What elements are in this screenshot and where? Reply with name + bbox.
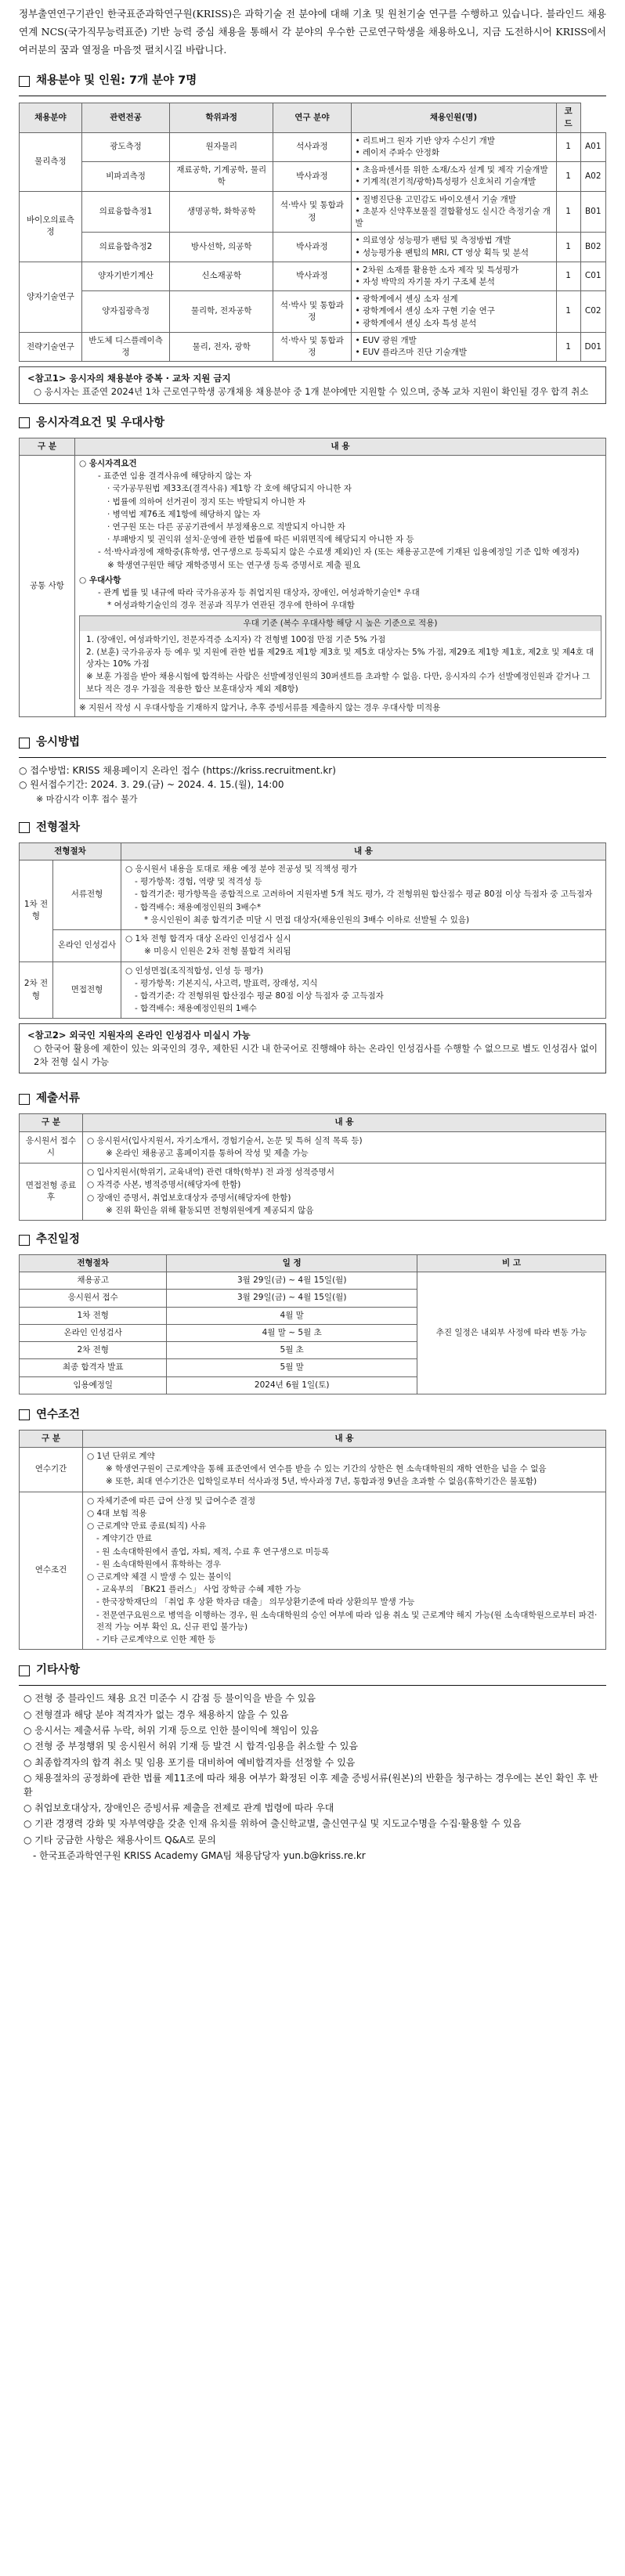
degree-cell: 박사과정 xyxy=(273,233,351,262)
field-cell: 의료융합측정2 xyxy=(81,233,169,262)
col-header: 구 분 xyxy=(20,1114,83,1131)
research-line: • 의료영상 성능평가 팬텀 및 측정방법 개발 xyxy=(355,236,511,246)
research-line: • 레이저 주파수 안정화 xyxy=(355,148,439,158)
divider xyxy=(19,1685,606,1686)
research-cell xyxy=(351,162,556,191)
etc-item: - 한국표준과학연구원 KRISS Academy GMA팀 채용담당자 yun.b@kriss.re.kr xyxy=(33,1850,366,1862)
step-item: - 합격배수: 채용예정인원의 3배수* xyxy=(134,902,262,912)
count-cell: 1 xyxy=(556,132,580,161)
etc-item: ○ 응시서는 제출서류 누락, 허위 기재 등으로 인한 불이익에 책임이 있음 xyxy=(23,1725,320,1737)
step-name: 온라인 인성검사 xyxy=(53,930,121,961)
major-cell: 원자물리 xyxy=(170,132,273,161)
field-cell: 양자집광측정 xyxy=(81,291,169,333)
research-cell xyxy=(351,291,556,333)
group-cell: 전략기술연구 xyxy=(20,332,82,361)
step-name: 면접전형 xyxy=(53,961,121,1019)
step-item: - 합격기준: 평가항목을 종합적으로 고려하여 지원자별 5개 척도 평가, 각 전형위원 합산점수 평균 80점 이상 득점자 중 고득점자 xyxy=(134,889,593,900)
col-header: 관련전공 xyxy=(81,103,169,132)
step-item: - 합격배수: 채용예정인원의 1배수 xyxy=(134,1004,257,1014)
condition-item: ○ 4대 보험 적용 xyxy=(87,1508,147,1518)
step-item: - 합격기준: 각 전형위원 합산점수 평균 80점 이상 득점자 중 고득점자 xyxy=(134,991,384,1001)
condition-item: - 원 소속대학원에서 졸업, 자퇴, 제적, 수료 후 연구생으로 미등록 xyxy=(96,1546,330,1557)
col-header: 내 용 xyxy=(83,1114,606,1131)
degree-cell: 석사과정 xyxy=(273,132,351,161)
code-cell: C02 xyxy=(580,291,606,333)
section-title-application: 응시방법 xyxy=(19,734,606,751)
doc-item: ○ 장애인 증명서, 취업보호대상자 증명서(해당자에 한함) xyxy=(87,1192,291,1203)
table-row xyxy=(20,162,606,191)
step-detail xyxy=(125,933,602,958)
field-cell: 반도체 디스플레이측정 xyxy=(81,332,169,361)
degree-cell: 박사과정 xyxy=(273,262,351,290)
count-cell: 1 xyxy=(556,233,580,262)
doc-list xyxy=(87,1135,602,1160)
checkbox-square-icon xyxy=(19,1665,30,1676)
schedule-step: 채용공고 xyxy=(20,1272,167,1290)
field-cell: 광도측정 xyxy=(81,132,169,161)
step-item: ○ 응시원서 내용을 토대로 채용 예정 분야 전공성 및 직책성 평가 xyxy=(125,864,358,875)
field-cell: 양자기반기계산 xyxy=(81,262,169,290)
req-item: · 부패방지 및 권익위 설치·운영에 관한 법률에 따른 비위면직에 해당되지 아니한 자 등 xyxy=(107,535,414,545)
major-cell: 신소재공학 xyxy=(170,262,273,290)
research-line: • 성능평가용 팬텀의 MRI, CT 영상 획득 및 분석 xyxy=(355,247,529,258)
research-cell xyxy=(351,233,556,262)
col-header: 일 정 xyxy=(167,1255,417,1272)
condition-item: ○ 자체기준에 따른 급여 산정 및 급여수준 결정 xyxy=(87,1495,256,1506)
research-cell xyxy=(351,191,556,233)
table-row xyxy=(20,191,606,233)
schedule-step: 응시원서 접수 xyxy=(20,1290,167,1307)
research-line: • 광학계에서 센싱 소자 구현 기술 연구 xyxy=(355,306,495,316)
major-cell: 생명공학, 화학공학 xyxy=(170,191,273,233)
process-table xyxy=(19,842,606,1019)
pref-title: ○ 우대사항 xyxy=(79,575,121,585)
pref-criteria-title: 우대 기준 (복수 우대사항 해당 시 높은 기준으로 적용) xyxy=(80,616,601,631)
checkbox-square-icon xyxy=(19,1409,30,1420)
doc-item: ※ 온라인 채용공고 홈페이지를 통하여 작성 및 제출 가능 xyxy=(106,1148,309,1158)
col-header: 코드 xyxy=(556,103,580,132)
schedule-date: 5월 말 xyxy=(167,1359,417,1376)
etc-item: ○ 기타 궁금한 사항은 채용사이트 Q&A로 문의 xyxy=(23,1834,216,1845)
condition-item: ※ 학생연구원이 근로계약을 통해 표준연에서 연수를 받을 수 있는 기간의 상한은 현 소속대학원의 재학 연한을 넘을 수 없음 xyxy=(106,1464,547,1474)
doc-item: ○ 응시원서(입사지원서, 자기소개서, 경험기술서, 논문 및 특허 실적 목록 등) xyxy=(87,1135,363,1145)
etc-list xyxy=(19,1692,606,1863)
section-title-etc: 기타사항 xyxy=(19,1662,606,1679)
schedule-table xyxy=(19,1254,606,1394)
schedule-date: 2024년 6월 1일(토) xyxy=(167,1376,417,1394)
qualifications-table xyxy=(19,438,606,717)
step-item: - 평가항목: 기본지식, 사고력, 발표력, 장래성, 지식 xyxy=(134,978,318,988)
step-detail xyxy=(125,965,602,1016)
research-cell xyxy=(351,262,556,290)
schedule-remark: 추진 일정은 내외부 사정에 따라 변동 가능 xyxy=(417,1272,606,1394)
col-header: 내 용 xyxy=(121,842,605,860)
req-item: - 석·박사과정에 재학중(휴학생, 연구생으로 등록되지 않은 수료생 제외)인 자 (또는 채용공고문에 기재된 임용예정일 기준 입학 예정자) xyxy=(98,547,580,557)
count-cell: 1 xyxy=(556,291,580,333)
req-item: · 병역법 제76조 제1항에 해당하지 않는 자 xyxy=(107,509,261,519)
step-name: 서류전형 xyxy=(53,860,121,930)
major-cell: 물리학, 전자공학 xyxy=(170,291,273,333)
schedule-date: 3월 29일(금) ~ 4월 15일(월) xyxy=(167,1290,417,1307)
condition-item: ○ 근로계약 체결 시 발생 수 있는 불이익 xyxy=(87,1571,232,1582)
divider xyxy=(19,757,606,758)
step-item: * 응시인원이 최종 합격기준 미달 시 면접 대상자(채용인원의 3배수 이하로 선발될 수 있음) xyxy=(143,915,470,925)
doc-item: ※ 진위 확인을 위해 활동되면 전형위원에게 제공되지 않음 xyxy=(106,1205,314,1215)
research-line: • EUV 광원 개발 xyxy=(355,335,417,345)
section-title-documents: 제출서류 xyxy=(19,1091,606,1107)
row-label: 연수기간 xyxy=(20,1448,83,1492)
research-line: • 광학계에서 센싱 소자 설계 xyxy=(355,294,458,305)
code-cell: A02 xyxy=(580,162,606,191)
research-line: • 질병진단용 고민감도 바이오센서 기술 개발 xyxy=(355,194,516,204)
etc-item: ○ 전형결과 해당 분야 적격자가 없는 경우 채용하지 않을 수 있음 xyxy=(23,1708,289,1720)
schedule-date: 4월 말 ~ 5월 초 xyxy=(167,1324,417,1341)
table-row xyxy=(20,233,606,262)
schedule-date: 3월 29일(금) ~ 4월 15일(월) xyxy=(167,1272,417,1290)
degree-cell: 석·박사 및 통합과정 xyxy=(273,191,351,233)
condition-item: - 교육부의 「BK21 플러스」 사업 장학금 수혜 제한 가능 xyxy=(96,1585,302,1595)
checkbox-square-icon xyxy=(19,1235,30,1246)
doc-item: ○ 입사지원서(학위기, 교육내역) 관련 대학(학부) 전 과정 성적증명서 xyxy=(87,1167,334,1178)
step-label: 2차 전형 xyxy=(20,961,53,1019)
research-cell xyxy=(351,132,556,161)
field-cell: 의료융합측정1 xyxy=(81,191,169,233)
pref-criteria-box xyxy=(79,615,602,699)
conditions-table xyxy=(19,1430,606,1651)
step-label: 1차 전형 xyxy=(20,860,53,962)
major-cell: 물리, 전자, 광학 xyxy=(170,332,273,361)
pref-item: * 여성과학기술인의 경우 전공과 직무가 연관된 경우에 한하여 우대함 xyxy=(107,601,355,611)
condition-list xyxy=(87,1495,602,1647)
checkbox-square-icon xyxy=(19,738,30,749)
doc-item: ○ 자격증 사본, 병적증명서(해당자에 한함) xyxy=(87,1180,241,1190)
condition-item: ※ 또한, 최대 연수기간은 입학일로부터 석사과정 5년, 박사과정 7년, 통합과정 9년을 초과할 수 없음(휴학기간은 불포함) xyxy=(106,1477,537,1487)
code-cell: B02 xyxy=(580,233,606,262)
etc-item: ○ 취업보호대상자, 장애인은 증빙서류 제출을 전제로 관계 법령에 따라 우대 xyxy=(23,1802,334,1814)
step-item: - 평가항목: 경험, 역량 및 적격성 등 xyxy=(134,877,262,887)
research-line: • 리트버그 원자 기반 양자 수신기 개발 xyxy=(355,135,495,146)
schedule-date: 5월 초 xyxy=(167,1342,417,1359)
step-detail xyxy=(125,864,602,926)
note-2-body: ○ 한국어 활용에 제한이 있는 외국인의 경우, 제한된 시간 내 한국어로 진행해야 하는 온라인 인성검사를 수행할 수 없으므로 별도 인성검사 없이 2차 전형 실시 가능 xyxy=(34,1043,598,1067)
section-title-qualifications: 응시자격요건 및 우대사항 xyxy=(19,415,606,431)
count-cell: 1 xyxy=(556,162,580,191)
condition-item: ○ 근로계약 만료 종료(퇴직) 사유 xyxy=(87,1521,207,1532)
req-item: · 국가공무원법 제33조(결격사유) 제1항 각 호에 해당되지 아니한 자 xyxy=(107,484,352,494)
req-item: ※ 학생연구원만 해당 재학증명서 또는 연구생 등록 증명서로 제출 필요 xyxy=(107,560,360,570)
degree-cell: 석·박사 및 통합과정 xyxy=(273,332,351,361)
schedule-date: 4월 말 xyxy=(167,1307,417,1324)
col-header: 비 고 xyxy=(417,1255,606,1272)
note-1-title: <참고1> 응시자의 채용분야 중복 · 교차 지원 금지 xyxy=(27,373,231,384)
condition-item: - 한국장학재단의 「취업 후 상환 학자금 대출」 의무상환기준에 따라 상환의무 발생 가능 xyxy=(96,1597,415,1607)
major-cell: 방사선학, 의공학 xyxy=(170,233,273,262)
group-cell: 양자기술연구 xyxy=(20,262,82,332)
table-row xyxy=(20,332,606,361)
section-title-conditions: 연수조건 xyxy=(19,1407,606,1423)
row-label: 면접전형 종료 후 xyxy=(20,1164,83,1221)
group-cell: 바이오의료측정 xyxy=(20,191,82,262)
table-row xyxy=(20,1272,606,1290)
row-label: 공통 사항 xyxy=(20,455,75,716)
positions-table xyxy=(19,103,606,362)
code-cell: A01 xyxy=(580,132,606,161)
schedule-step: 임용예정일 xyxy=(20,1376,167,1394)
req-item: · 연구원 또는 다른 공공기관에서 부정채용으로 적발되지 아니한 자 xyxy=(107,522,345,532)
count-cell: 1 xyxy=(556,332,580,361)
pref-criteria-list xyxy=(80,631,601,698)
col-header: 연구 분야 xyxy=(273,103,351,132)
pref-criteria-item: ※ 보훈 가점을 받아 채용시험에 합격하는 사람은 선발예정인원의 30퍼센트를 초과할 수 없음. 다만, 응시자의 수가 선발예정인원과 같거나 그보다 적은 경우 가점을 적용한 합산 보훈대상자 제외 제8항) xyxy=(86,672,591,694)
application-note: ※ 마감시각 이후 접수 불가 xyxy=(36,793,138,804)
application-list xyxy=(19,764,606,792)
col-header: 내 용 xyxy=(75,438,606,455)
degree-cell: 석·박사 및 통합과정 xyxy=(273,291,351,333)
col-header: 내 용 xyxy=(83,1430,606,1447)
etc-item: ○ 최종합격자의 합격 취소 및 임용 포기를 대비하여 예비합격자를 선정할 수 있음 xyxy=(23,1756,356,1768)
section-title-process: 전형절차 xyxy=(19,820,606,836)
req-list xyxy=(79,471,602,572)
step-item: ○ 1차 전형 합격자 대상 온라인 인성검사 실시 xyxy=(125,934,291,944)
checkbox-square-icon xyxy=(19,822,30,833)
section-title-positions: 채용분야 및 인원: 7개 분야 7명 xyxy=(19,73,606,89)
col-header: 구 분 xyxy=(20,438,75,455)
step-item: ○ 인성면접(조직적합성, 인성 등 평가) xyxy=(125,965,264,976)
research-line: • 기계적(전기적/광학)특성평가 신호처리 기술개발 xyxy=(355,177,536,187)
research-line: • 자성 박막의 자기물 자기 구조체 분석 xyxy=(355,277,495,287)
documents-table xyxy=(19,1113,606,1221)
note-1 xyxy=(19,366,606,403)
schedule-step: 2차 전형 xyxy=(20,1342,167,1359)
req-item: · 법률에 의하여 선거권이 정지 또는 박탈되지 아니한 자 xyxy=(107,496,306,507)
condition-item: - 기타 근로계약으로 인한 제한 등 xyxy=(96,1635,216,1645)
checkbox-square-icon xyxy=(19,76,30,87)
count-cell: 1 xyxy=(556,262,580,290)
row-label: 응시원서 접수 시 xyxy=(20,1131,83,1163)
table-row xyxy=(20,132,606,161)
note-2-title: <참고2> 외국인 지원자의 온라인 인성검사 미실시 가능 xyxy=(27,1030,251,1041)
checkbox-square-icon xyxy=(19,417,30,428)
pref-item: - 관계 법률 및 내규에 따라 국가유공자 등 취업지원 대상자, 장애인, 여성과학기술인* 우대 xyxy=(98,588,420,598)
condition-item: - 원 소속대학원에서 휴학하는 경우 xyxy=(96,1559,222,1569)
major-cell: 재료공학, 기계공학, 물리학 xyxy=(170,162,273,191)
condition-item: - 전문연구요원으로 병역을 이행하는 경우, 원 소속대학원의 승인 여부에 따라 임용 취소 및 근로계약 해지 가능(원 소속대학원으로부터 파견·전적 가능 여부 확인 요, 신규 편입 불가능) xyxy=(96,1610,598,1632)
etc-item: ○ 전형 중 블라인드 채용 요건 미준수 시 감점 등 불이익을 받을 수 있음 xyxy=(23,1693,316,1705)
note-2 xyxy=(19,1023,606,1073)
intro-paragraph: 정부출연연구기관인 한국표준과학연구원(KRISS)은 과학기술 전 분야에 대해 기초 및 원천기술 연구를 수행하고 있습니다. 블라인드 채용 연계 NCS(국가직무능력표준) 기반 능력 중심 채용을 통해서 각 분야의 우수한 근로연구학생을 채용하오니, 지금 도전하시어 KRISS에서 여러분의 꿈과 열정을 마음껏 펼치시길 바랍니다. xyxy=(19,8,606,56)
etc-item: ○ 전형 중 부정행위 및 응시원서 허위 기재 등 발견 시 합격·임용을 취소할 수 있음 xyxy=(23,1741,359,1752)
pref-footnote: ※ 지원서 작성 시 우대사항을 기재하지 않거나, 추후 증빙서류를 제출하지 않는 경우 우대사항 미적용 xyxy=(79,702,441,713)
schedule-step: 1차 전형 xyxy=(20,1307,167,1324)
doc-list xyxy=(87,1167,602,1217)
degree-cell: 박사과정 xyxy=(273,162,351,191)
condition-item: ○ 1년 단위로 계약 xyxy=(87,1452,155,1461)
step-item: ※ 미응시 인원은 2차 전형 불합격 처리됨 xyxy=(143,947,291,957)
pref-list xyxy=(79,587,602,612)
col-header: 전형절차 xyxy=(20,842,121,860)
schedule-step: 최종 합격자 발표 xyxy=(20,1359,167,1376)
research-cell xyxy=(351,332,556,361)
etc-item: ○ 기관 경쟁력 강화 및 자부역량을 갖춘 인재 유치를 위하여 출신학교별, 출신연구실 및 지도교수명을 수집·활용할 수 있음 xyxy=(23,1818,522,1830)
condition-list xyxy=(87,1451,602,1488)
schedule-step: 온라인 인성검사 xyxy=(20,1324,167,1341)
code-cell: B01 xyxy=(580,191,606,233)
pref-criteria-item: 1. (장애인, 여성과학기인, 전문자격증 소지자) 각 전형별 100점 만점 기준 5% 가점 xyxy=(86,634,386,644)
col-header: 학위과정 xyxy=(170,103,273,132)
application-item: ○ 접수방법: KRISS 채용페이지 온라인 접수 (https://kriss.recruitment.kr) xyxy=(19,765,336,777)
col-header: 구 분 xyxy=(20,1430,83,1447)
group-cell: 물리측정 xyxy=(20,132,82,191)
col-header: 전형절차 xyxy=(20,1255,167,1272)
research-line: • 초음파센서를 위한 소재/소자 설계 및 제작 기술개발 xyxy=(355,165,548,175)
table-row xyxy=(20,262,606,290)
req-title: ○ 응시자격요건 xyxy=(79,458,137,468)
code-cell: C01 xyxy=(580,262,606,290)
table-row xyxy=(20,291,606,333)
note-1-body: ○ 응시자는 표준연 2024년 1차 근로연구학생 공개채용 채용분야 중 1개 분야에만 지원할 수 있으며, 중복 교차 지원이 확인될 경우 합격 취소 xyxy=(34,386,589,397)
req-item: - 표준연 임용 결격사유에 해당하지 않는 자 xyxy=(98,471,252,482)
row-label: 연수조건 xyxy=(20,1492,83,1650)
checkbox-square-icon xyxy=(19,1094,30,1105)
research-line: • EUV 플라즈마 진단 기술개발 xyxy=(355,348,467,358)
etc-item: ○ 채용절차의 공정화에 관한 법률 제11조에 따라 채용 여부가 확정된 이후 제출 증빙서류(원본)의 반환을 청구하는 경우에는 본인 확인 후 반환 xyxy=(23,1773,598,1798)
pref-criteria-item: 2. (보훈) 국가유공자 등 예우 및 지원에 관한 법률 제29조 제1항 제3호 및 제5호 대상자는 5% 가점, 제29조 제1항 제1호, 제2호 및 제4호 대상자는 10% 가점 xyxy=(86,647,594,669)
col-header: 채용분야 xyxy=(20,103,82,132)
application-item: ○ 원서접수기간: 2024. 3. 29.(금) ~ 2024. 4. 15.(월), 14:00 xyxy=(19,779,284,791)
research-line: • 초분자 신약후보물질 결합활성도 실시간 측정기술 개발 xyxy=(355,206,551,229)
research-line: • 광학계에서 센싱 소자 특성 분석 xyxy=(355,318,477,328)
col-header: 채용인원(명) xyxy=(351,103,556,132)
condition-item: - 계약기간 만료 xyxy=(96,1534,153,1544)
code-cell: D01 xyxy=(580,332,606,361)
section-title-schedule: 추진일정 xyxy=(19,1232,606,1248)
field-cell: 비파괴측정 xyxy=(81,162,169,191)
research-line: • 2차원 소재를 활용한 소자 제작 및 특성평가 xyxy=(355,265,519,275)
count-cell: 1 xyxy=(556,191,580,233)
